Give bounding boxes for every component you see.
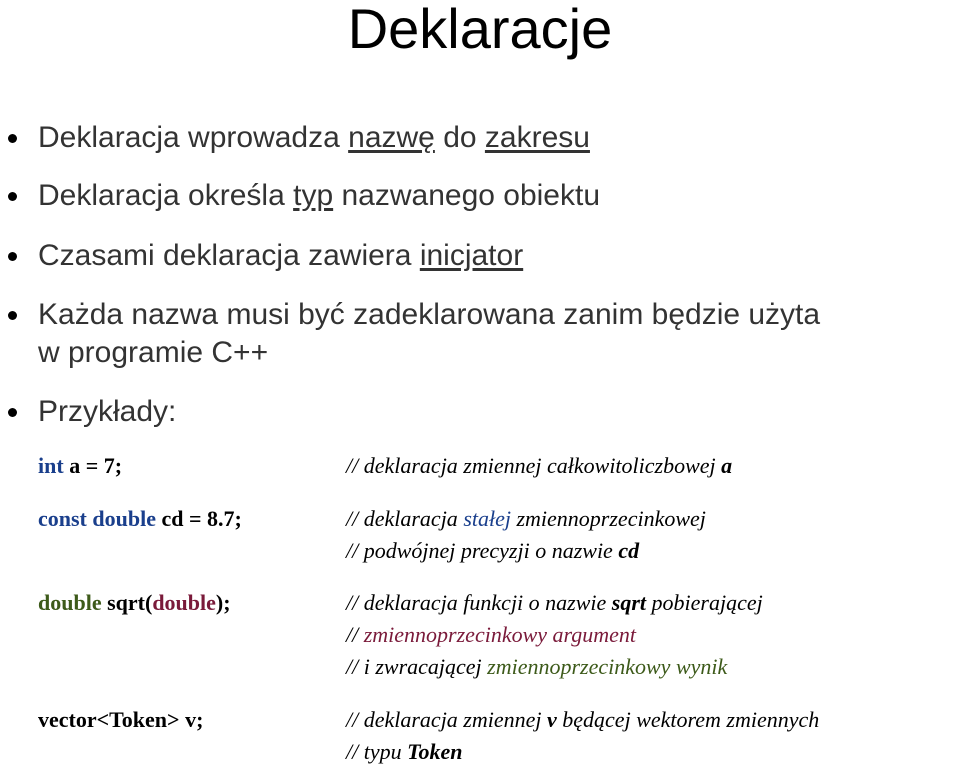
underlined-term: typ	[293, 179, 334, 212]
underlined-term: nazwę	[348, 121, 435, 154]
comment-identifier: cd	[618, 538, 640, 563]
comment-text: // deklaracja zmiennej	[346, 707, 548, 732]
comment-identifier: sqrt	[611, 590, 647, 615]
code-comment	[346, 651, 727, 683]
comment-text: // podwójnej precyzji o nazwie	[346, 538, 619, 563]
comment-identifier: Token	[407, 739, 463, 764]
bullet-text: w programie C++	[38, 336, 269, 369]
bullet-dot-icon	[8, 252, 17, 261]
bullet-dot-icon	[8, 408, 17, 417]
bullet-item	[38, 392, 176, 432]
bullet-text: Deklaracja wprowadza	[38, 121, 349, 154]
bullet-dot-icon	[8, 192, 17, 201]
comment-highlight: stałej	[463, 506, 511, 531]
bullet-text: do	[434, 121, 485, 154]
bullet-text: Przykłady:	[38, 395, 177, 428]
comment-text: //	[346, 622, 364, 647]
code-keyword: double	[38, 590, 102, 615]
code-comment	[346, 619, 636, 651]
underlined-term: zakresu	[484, 121, 590, 154]
comment-identifier: a	[721, 453, 733, 478]
code-line	[38, 503, 242, 535]
code-keyword: int	[38, 453, 64, 478]
bullet-item	[38, 236, 523, 276]
code-comment	[346, 704, 819, 736]
bullet-dot-icon	[8, 311, 17, 320]
comment-text: // deklaracja funkcji o nazwie	[346, 590, 612, 615]
code-text: a = 7;	[63, 453, 123, 478]
code-text: cd = 8.7;	[155, 506, 242, 531]
comment-text: // deklaracja zmiennej całkowitoliczbowej	[346, 453, 722, 478]
code-text: sqrt(	[101, 590, 153, 615]
bullet-text: Deklaracja określa	[38, 179, 294, 212]
code-text: );	[215, 590, 231, 615]
comment-text: // typu	[346, 739, 408, 764]
code-text: vector<Token> v;	[38, 707, 204, 732]
code-line	[38, 704, 203, 736]
bullet-text: Czasami deklaracja zawiera	[38, 239, 420, 272]
code-keyword: double	[86, 506, 156, 531]
comment-text: pobierającej	[646, 590, 763, 615]
bullet-text: nazwanego obiektu	[333, 179, 601, 212]
code-comment	[346, 450, 732, 482]
bullet-item	[38, 295, 820, 373]
bullet-text: Każda nazwa musi być zadeklarowana zanim będzie użyta	[38, 298, 821, 331]
bullet-dot-icon	[8, 134, 17, 143]
code-comment	[346, 736, 463, 768]
code-line	[38, 587, 231, 619]
underlined-term: inicjator	[419, 239, 524, 272]
comment-text: // i zwracającej	[346, 654, 488, 679]
comment-text: będącej wektorem zmiennych	[556, 707, 820, 732]
code-keyword: const	[38, 506, 87, 531]
code-line	[38, 450, 122, 482]
comment-identifier: v	[547, 707, 557, 732]
code-comment	[346, 503, 706, 535]
bullet-item	[38, 118, 590, 158]
comment-highlight: zmiennoprzecinkowy argument	[363, 622, 637, 647]
slide-title: Deklaracje	[347, 0, 613, 60]
code-keyword: double	[152, 590, 216, 615]
comment-highlight: zmiennoprzecinkowy wynik	[487, 654, 728, 679]
comment-text: // deklaracja	[346, 506, 464, 531]
code-comment	[346, 587, 763, 619]
bullet-item	[38, 176, 600, 216]
comment-text: zmiennoprzecinkowej	[510, 506, 706, 531]
code-comment	[346, 535, 639, 567]
